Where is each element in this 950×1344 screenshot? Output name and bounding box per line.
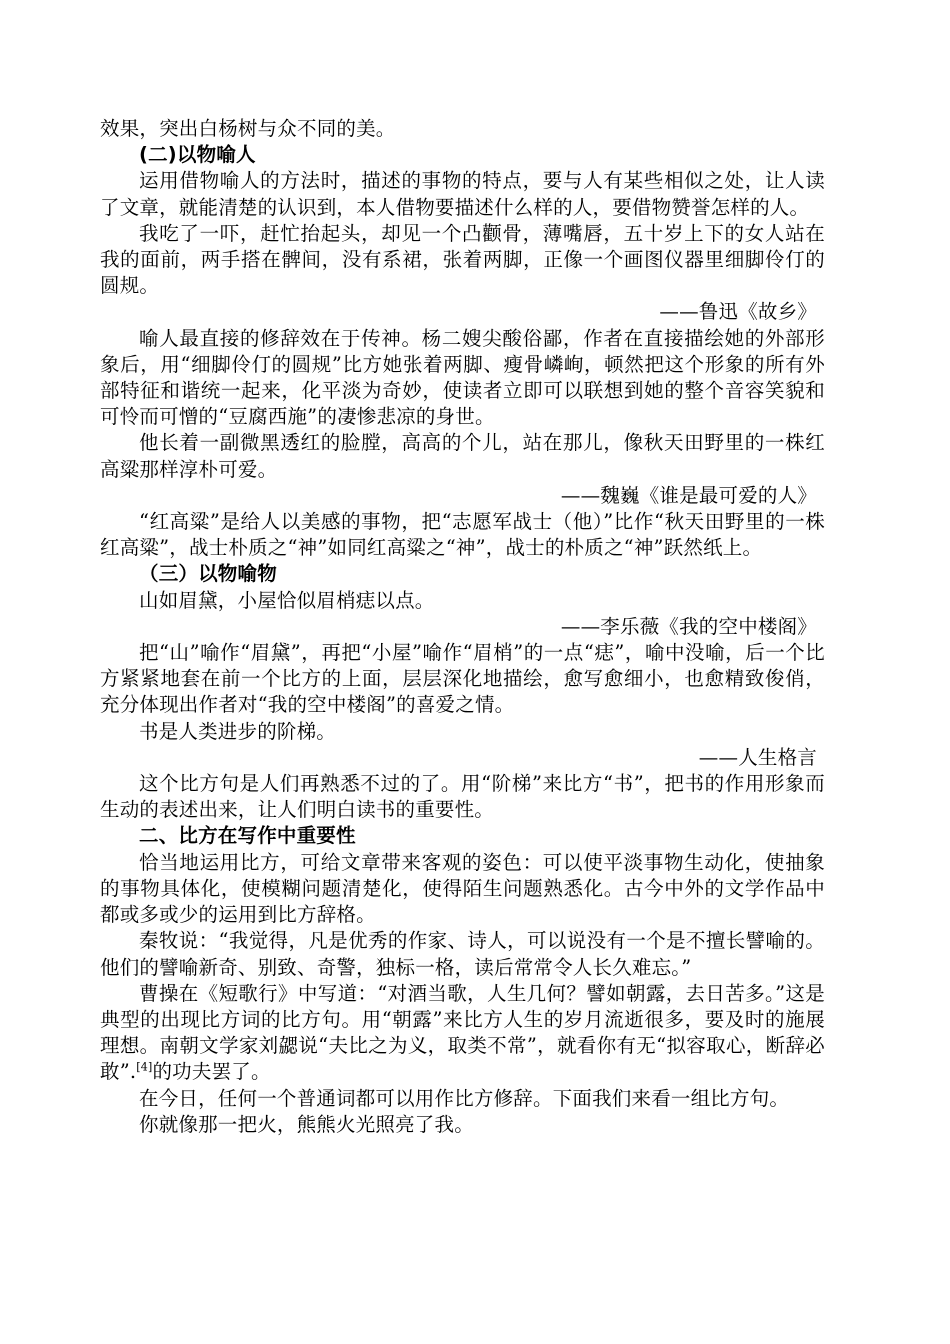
paragraph-text: 曹操在《短歌行》中写道：“对酒当歌，人生几何？譬如朝露，去日苦多。”这是典型的出现比方词的比方句。用“朝露”来比方人生的岁月流逝很多，要及时的施展理想。南朝文学家刘勰说“夫比之为义，取类不常”，就看你有无“拟容取心，断辞必敢”. xyxy=(100,981,825,1084)
quote-source: ——鲁迅《故乡》 xyxy=(659,300,817,324)
quote-source: ——魏巍《谁是最可爱的人》 xyxy=(560,483,817,507)
paragraph: 秦牧说：“我觉得，凡是优秀的作家、诗人，可以说没有一个是不擅长譬喻的。他们的譬喻新奇、别致、奇警，独标一格，读后常常令人长久难忘。” xyxy=(100,929,825,979)
section-heading-metaphor-object: （三）以物喻物 xyxy=(139,562,277,586)
quote-paragraph: 我吃了一吓，赶忙抬起头，却见一个凸颧骨，薄嘴唇，五十岁上下的女人站在我的面前，两手搭在髀间，没有系裙，张着两脚，正像一个画图仪器里细脚伶仃的圆规。 xyxy=(100,221,825,298)
quote-source: ——人生格言 xyxy=(698,745,817,769)
paragraph-continuation: 效果，突出白杨树与众不同的美。 xyxy=(100,117,396,140)
quote-source: ——李乐薇《我的空中楼阁》 xyxy=(560,614,817,638)
citation-reference: [4] xyxy=(136,1060,153,1074)
document-body xyxy=(100,116,825,1138)
paragraph: 在今日，任何一个普通词都可以用作比方修辞。下面我们来看一组比方句。 xyxy=(139,1086,790,1110)
quote-paragraph: 山如眉黛，小屋恰似眉梢痣以点。 xyxy=(139,588,435,612)
quote-paragraph: 书是人类进步的阶梯。 xyxy=(139,719,337,743)
paragraph-with-reference xyxy=(100,981,825,1086)
paragraph: 运用借物喻人的方法时，描述的事物的特点，要与人有某些相似之处，让人读了文章，就能清楚的认识到，本人借物要描述什么样的人，要借物赞誉怎样的人。 xyxy=(100,169,825,219)
section-heading-metaphor-person: (二)以物喻人 xyxy=(139,143,256,167)
paragraph: 把“山”喻作“眉黛”，再把“小屋”喻作“眉梢”的一点“痣”，喻中没喻，后一个比方紧紧地套在前一个比方的上面，层层深化地描绘，愈写愈细小，也愈精致俊俏，充分体现出作者对“我的空中楼阁”的喜爱之情。 xyxy=(100,641,825,717)
paragraph: 这个比方句是人们再熟悉不过的了。用“阶梯”来比方“书”，把书的作用形象而生动的表述出来，让人们明白读书的重要性。 xyxy=(100,772,825,822)
paragraph: 喻人最直接的修辞效在于传神。杨二嫂尖酸俗鄙，作者在直接描绘她的外部形象后，用“细脚伶仃的圆规”比方她张着两脚、瘦骨嶙峋，顿然把这个形象的所有外部特征和谐统一起来，化平淡为奇妙，使读者立即可以联想到她的整个音容笑貌和可怜而可憎的“豆腐西施”的凄惨悲凉的身世。 xyxy=(100,326,825,429)
quote-paragraph: 你就像那一把火，熊熊火光照亮了我。 xyxy=(139,1112,474,1136)
paragraph: “红高粱”是给人以美感的事物，把“志愿军战士（他）”比作“秋天田野里的一株红高粱”，战士朴质之“神”如同红高粱之“神”，战士的朴质之“神”跃然纸上。 xyxy=(100,510,825,560)
section-heading-importance: 二、比方在写作中重要性 xyxy=(139,824,356,848)
paragraph: 恰当地运用比方，可给文章带来客观的姿色：可以使平淡事物生动化，使抽象的事物具体化，使模糊问题清楚化，使得陌生问题熟悉化。古今中外的文学作品中都或多或少的运用到比方辞格。 xyxy=(100,850,825,927)
quote-paragraph: 他长着一副微黑透红的脸膛，高高的个儿，站在那儿，像秋天田野里的一株红高粱那样淳朴可爱。 xyxy=(100,431,825,481)
paragraph-text-after: 的功夫罢了。 xyxy=(152,1060,271,1084)
